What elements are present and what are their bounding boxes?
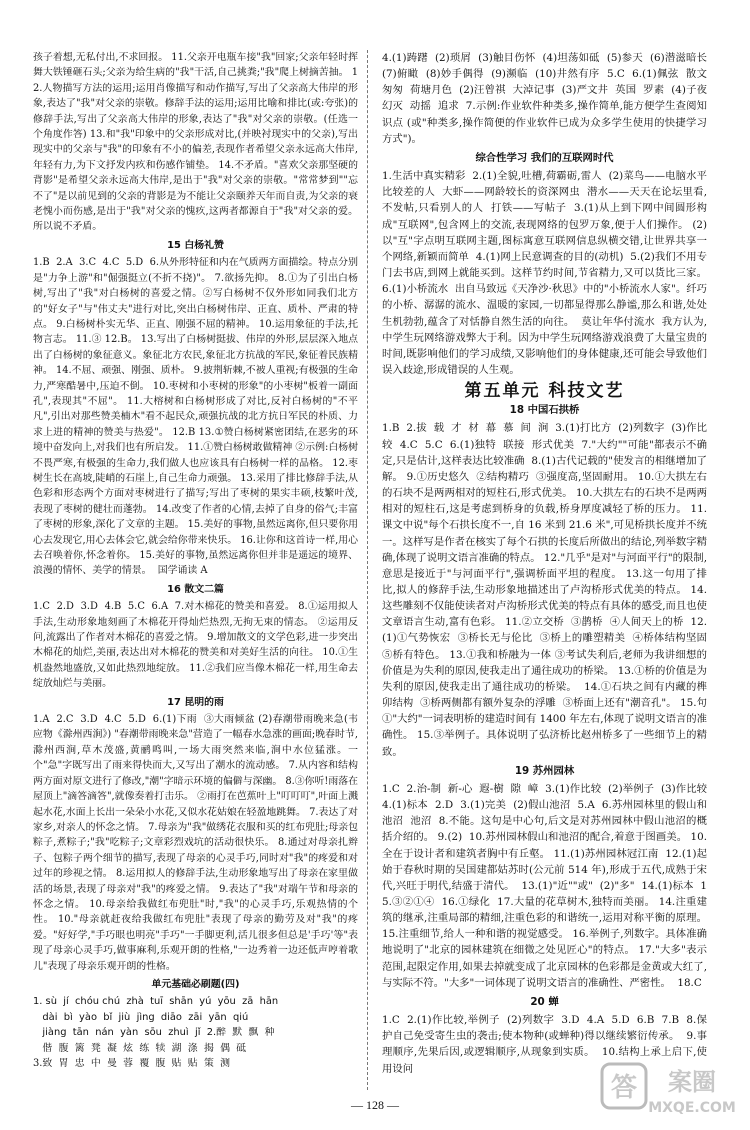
section-heading-17: 17 昆明的雨: [167, 696, 224, 708]
section-heading-15: 15 白杨礼赞: [167, 239, 224, 251]
unit-heading: 第五单元 科技文艺: [464, 381, 625, 402]
pinyin-line: dài bì yào bǐ jiù jìng diāo zāi yān qiú: [33, 1011, 249, 1023]
column-divider: [367, 50, 368, 1090]
section-heading-19: 19 苏州园林: [514, 764, 575, 777]
answer-paragraph: 1.B 2.拔 载 才 材 幕 慕 间 涧 3.(1)打比方 (2)列数字 (3)作比较 4.C 5.C 6.(1)独特 联接 形式优美 7."大约""可能"都表示不确定,只是估计,这样表达比较准确 8.(1)古代记载的"使发言的相继增加了解。 9.①历史悠久 ②结构精巧 ③强度高,坚固耐用。 10.①大拱左右的石块不是两两相对的短柱石,形式优美。 10.大拱左右的石块不是两两相对的短柱石,这是考虑到桥身的负载,桥身厚度减轻了桥的压力。 11.课文中说"每个石拱长度不一,自 16 米到 21.6 米",可见桥拱长度并不统一。这样写是作者在核实了每个石拱的长度后所做出的结论,列举数字精确,体现了说明文语言准确的特点。 12."几乎"是对"与河面平行"的限制,意思是接近于"与河面平行",强调桥面平坦的程度。 13.这一句用了排比,拟人的修辞手法,生动形象地描述出了卢沟桥形式优美的特点。 14.这些雕刻不仅能使读者对卢沟桥形式优美的特点有具体的感受,而且也使文章语言生动,富有色彩。 11.②立交桥 ③鹊桥 ④人间天上的桥 12.(1)①气势恢宏 ③桥长无与伦比 ③桥上的雕塑精美 ④桥体结构坚固 ⑤桥有特色。 13.①我和桥融为一体 ③考试失利后,老师为我讲细想的价值是为失利的原因,使我走出了通往成功的桥梁。 13.①桥的价值是为失利的原因,使我走出了通往成功的桥梁。 14.①石块之间有内藏的榫卯结构 ③桥两侧都有额外复杂的浮雕 ③桥面上还有"潮音孔"。 15.句①"大约"一词表明桥的建造时间有 1400 年左右,体现了说明文语言的准确性。 15.③举例子。具体说明了弘济桥比赵州桥多了一些细节上的精致。: [382, 422, 714, 758]
right-column: [382, 50, 714, 1077]
watermark-logo: [600, 1060, 740, 1120]
answer-paragraph: 1.C 2.治-制 新-心 遐-樹 隙 嶂 3.(1)作比较 (2)举例子 (3)作比较 4.(1)标本 2.D 3.(1)完美 (2)假山池沼 5.A 6.苏州园林里的假山和池沼 池沼 8.不能。这句是中心句,后文是对苏州园林中假山池沼的概括介绍的。 9.(2) 10.苏州园林假山和池沼的配合,着意于图画美。 10.全在于设计者和建筑者胸中有丘壑。 11.(1)苏州园林冠江南 12.(1)起始于春秋时期的吴国建都姑苏时(公元前 514 年),形成于五代,成熟于宋代,兴旺于明代,结盛于清代。 13.(1)"近""或" (2)"多" 14.(1)标本 15.③②①④ 16.①绿化 17.大量的花草树木,独特而美丽。 14.注重建筑的继承,注重局部的精细,注重色彩的和谐统一,运用对称平衡的原理。 15.注重细节,给人一种和谐的视觉感受。 16.举例子,列数字。具体准确地说明了"北京的园林建筑在细微之处见匠心"的特点。 17."大多"表示范围,起限定作用,如果去掉就变成了北京园林的色彩都是金黄或大红了,与实际不符。"大多"一词体现了说明文语言的准确性、严密性。 18.C: [382, 782, 714, 989]
answer-paragraph: 偕 腹 篱 凳 凝 炫 练 犊 湖 涤 揭 偶 砥: [33, 1042, 247, 1054]
section-heading-comprehensive: 综合性学习 我们的互联网时代: [475, 151, 614, 164]
svg-text:答: 答: [610, 1073, 638, 1103]
svg-text:MXQE.COM: MXQE.COM: [648, 1100, 736, 1116]
section-heading-review: 单元基础必刷题(四): [151, 978, 240, 990]
answer-paragraph: 3.致 胃 忠 中 曼 蓉 覆 腹 贴 贴 策 测: [33, 1058, 230, 1069]
answer-paragraph: 1.C 2.D 3.D 4.B 5.C 6.A 7.对木棉花的赞美和喜爱。 8.①运用拟人手法,生动形象地刻画了木棉花开得灿烂热烈,无拘无束的情态。 ②运用反问,流露出了作者对木棉花的喜爱之情。 9.增加散文的文学色彩,进一步突出木棉花的灿烂,美丽,表达出对木棉花的赞美和对美好生活的向往。 10.①生机盎然地盛放,又如此热烈地绽放。 11.②我们应当像木棉花一样,用生命去绽放灿烂与美丽。: [33, 601, 358, 690]
pinyin-line: 1. sù jí chóu chú zhà tuī shān yú yōu zā hān: [33, 996, 279, 1008]
svg-text:案圈: 案圈: [668, 1068, 716, 1096]
section-heading-18: 18 中国石拱桥: [509, 404, 580, 417]
pinyin-line: jiàng tān nán yàn sōu zhuì jǐ 2.醉 默 飘 种: [33, 1027, 275, 1039]
answer-paragraph: 1.A 2.C 3.D 4.C 5.D 6.(1)下雨 ③大雨倾盆 (2)春潮带雨晚来急(韦应物《滁州西涧》) "春潮带雨晚来急"营造了一幅春水急涨的画面;晚春时节,滁州西涧,草木茂盛,黄鹂鸣叫,一场大雨突然来临,涧中水位猛涨。一个"急"字既写出了雨来得快而大,又写出了潮水的流动感。 7.从内容和结构两方面对原文进行了修改,"潮"字暗示环境的偏僻与深幽。 8.③你听!雨落在屋顶上"滴答滴答",就像奏着打击乐。 ②雨打在芭蕉叶上"叮叮叮",叶面上溅起水花,水面上长出一朵朵小水花,又似水花姑娘在轻盈地跳舞。 7.表达了对家乡,对亲人的怀念之情。 7.母亲为"我"做绣花衣服和买的红布兜肚;母亲包粽子,煮粽子;"我"吃粽子;文章彩烈戏坑的活动很快乐。 8.通过对母亲扎辫子、包粽子两个细节的描写,表现了母亲的心灵手巧,同时对"我"的疼爱和对过年的珍视之情。 8.运用拟人的修辞手法,生动形象地写出了母亲在家里做活的场景,表现了母亲对"我"的疼爱之情。 9.表达了"我"对端午节和母亲的怀念之情。 10.母亲给我做红布兜肚"时,"我"的心灵手巧,乐观热情的个性。 10."母亲就赶夜给我做红布兜肚"表现了母亲的勤劳及对"我"的疼爱。"好好学,"手巧眼也明亮"手巧"一手脚更利,活儿很多但总是'手巧'等"表现了母亲心灵手巧,做事麻利,乐观开朗的性格,"一边秀着一边还低声哼着歌儿"表现了母亲乐观开朗的性格。: [33, 714, 359, 972]
answer-paragraph: 孩子着想,无私付出,不求回报。 11.父亲开电瓶车接"我"回家;父亲年轻时挥舞大铁锤砸石头;父亲为给生病的"我"干活,自己挑粪;"我"爬上树摘苦抽。 12.人物描写方法的运用;运用肖像描写和动作描写,写出了父亲高大伟岸的形象,表达了"我"对父亲的崇敬。修辞手法的运用;运用比喻和排比(或:夸张)的修辞手法,写出了父亲高大伟岸的形象,表达了"我"对父亲的崇敬。(任选一个角度作答) 13.和"我"印象中的父亲形成对比,(并映衬现实中的父亲),写出现实中的父亲与"我"的印象有不小的偏差,表现作者希望父亲永远高大伟岸,年轻有力,为下文抒发内疚和伤感作铺垫。 14.不矛盾。"喜欢父亲那坚硬的背影"是希望父亲永远高大伟岸,是出于"我"对父亲的崇敬。"常常梦到""忘不了"是以前见到的父亲的背影是为不能让父亲颐养天年而自责,为父亲的衰老愧小而伤感,是出于"我"对父亲的愧疚,这两者都源自于"我"对父亲的爱。所以说不矛盾。: [33, 52, 358, 233]
answer-paragraph: 1.生活中真实精彩 2.(1)全貌,吐槽,荷霸砺,雷人 (2)菜鸟——电脑水平比较差的人 大虾——网龄较长的资深网虫 潜水——天天在论坛里看,不发帖,只看别人的人 打铁——写帖子 3.(1)从上到下网中间圆形构成"互联网",包含网上的交流,表现网络的包罗万象,便于人们操作。 (2)以"互"字点明互联网主题,图标寓意互联网信息纵横交错,让世界共享一个网络,新颖而简单 4.(1)网上民意调查的目的(动机) 5.(2)我们不用专门去书店,到网上就能买到。这样节约时间,节省精力,又可以货比三家。 6.(1)小桥流水 出自马致远《天净沙·秋思》中的"小桥流水人家"。纤巧的小桥、潺潺的流水、温暖的家园,一切都显得那么静谧,那么和谐,处处生机勃勃,蕴含了对恬静自然生活的向往。 莫让年华付流水 我方认为,中学生玩网络游戏弊大于利。因为中学生玩网络游戏浪费了大量宝贵的时间,既影响他们的学习成绩,又影响他们的身体健康,还可能会导致他们误入歧途,形成错误的人生观。: [382, 170, 711, 376]
answer-paragraph: 1.C 2.(1)作比较,举例子 (2)列数字 3.D 4.A 5.D 6.B 7.B 8.保护自己免受寄生虫的袭击;使本物种(或蝉种)得以继续繁衍传承。 9.事理顺序,先果后因,或逻辑顺序,从现象到实质。 10.结构上承上启下,使用设问: [382, 1014, 707, 1075]
section-heading-16: 16 散文二篇: [167, 583, 224, 595]
answer-paragraph: 4.(1)踌躇 (2)琐屑 (3)触目伤怀 (4)坦荡如砥 (5)参天 (6)潜滋暗长 (7)俯瞰 (8)妙手偶得 (9)濒临 (10)井然有序 5.C 6.(1)佩弦 散文 匆匆 荷塘月色 (2)汪曾祺 大淖记事 (3)严文井 英国 罗素 (4)子夜 幻灭 动摇 追求 7.示例:作业软件种类多,操作简单,能方便学生查阅知识点 (或"种类多,操作简便的作业软件已成为众多学生使用的快捷学习方式")。: [382, 52, 714, 145]
answer-paragraph: 1.B 2.A 3.C 4.C 5.D 6.从外形特征和内在气质两方面描绘。特点分别是"力争上游"和"倔强挺立(不折不挠)"。 7.欲扬先抑。 8.①为了引出白杨树,写出了"我"对白杨树的喜爱之情。②写白杨树不仅外形如同我们北方的"好女子"与"伟丈夫"进行对比,突出白杨树伟岸、正直、质朴、严肃的特点。 9.白杨树朴实无华、正直、刚强不屈的精神。 10.运用象征的手法,托物言志。 11.③ 12.B。 13.写出了白杨树挺拔、伟岸的外形,层层深入地点出了白杨树的象征意义。象征北方农民,象征北方抗战的军民,象征着民族精神。 14.不屈、顽强、刚强、质朴。 9.披荆斩棘,不被人重视;有极强的生命力,严寒酷暑中,压迫不倒。 10.枣树和小枣树的形象"的小枣树"板着一副面孔",表现其"不屈"。 11.大榕树和白杨树形成了对比,反衬白杨树的"不平凡",引出对那些赞美楠木"看不起民众,顽强抗战的北方抗日军民的朴质、力求上进的精神的赞美与热爱"。 12.B 13.①赞白杨树紧密团结,在恶劣的环境中奋发向上,对我们也有所启发。 11.①赞白杨树敢做精神 ②示例:白杨树不畏严寒,有极强的生命力,我们做人也应该具有白杨树一样的品格。 12.枣树生长在高坡,陡峭的石崖上,自己生命力顽强。 13.采用了排比修辞手法,从色彩和形态两个方面对枣树进行了描写;写出了枣树的果实丰硕,枝繁叶茂,表现了枣树的健壮而蓬勃。 14.改变了作者的心情,去掉了自身的俗气;丰富了枣树的形象,深化了文章的主题。 15.美好的事物,虽然远离你,但只要你用心去发现它,用心去体会它,就会给你带来快乐。 16.让你和这首诗一样,用心去召唤着你,怀念着你。 15.美好的事物,虽然远离你但并非是遥远的境界、浪漫的情怀、美学的情景。 国学诵读 A: [33, 257, 358, 577]
section-heading-20: 20 蝉: [530, 995, 559, 1008]
left-column: [33, 50, 358, 1071]
page-number: — 128 —: [351, 1098, 399, 1112]
